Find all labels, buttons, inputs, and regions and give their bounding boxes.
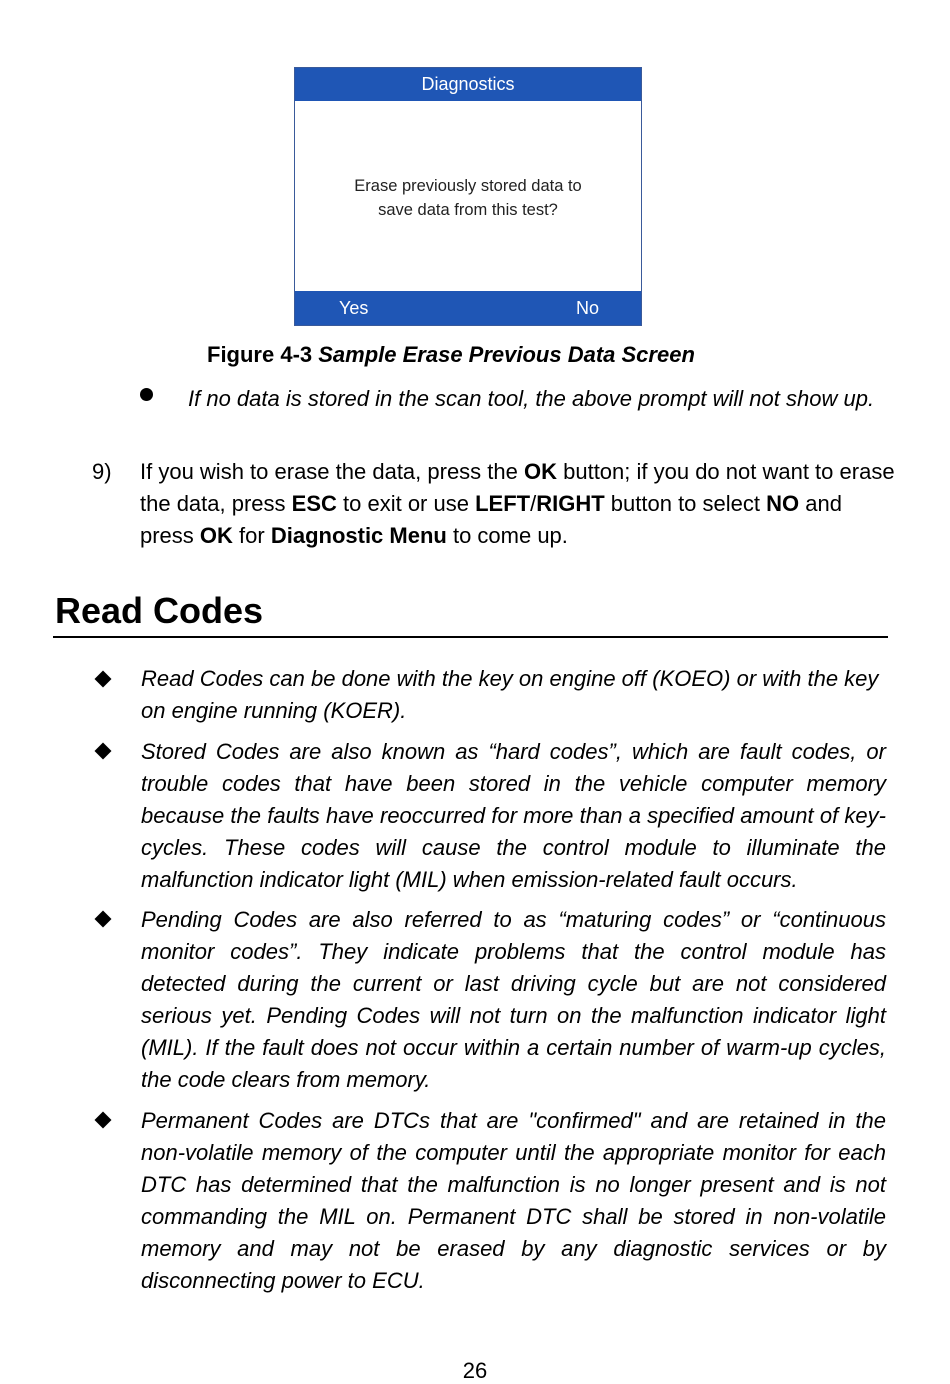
screen-title: Diagnostics	[295, 68, 641, 101]
bullet-permanent-codes: Permanent Codes are DTCs that are "confirmed" and are retained in the non-volatile memory of the computer until the appropriate monitor for each DTC has determined that the malfunction is no longer present and is not commanding the MIL on. Permanent DTC shall be stored in non-volatile memory and may not be erased by any diagnostic services or by disconnecting power to ECU.	[141, 1108, 886, 1293]
section-heading: Read Codes	[55, 590, 264, 631]
no-option: No	[575, 298, 599, 318]
sample-screen	[294, 67, 642, 326]
no-keyword: NO	[766, 491, 800, 516]
screen-message	[295, 174, 641, 222]
step-text	[140, 456, 900, 552]
bullet-read-codes: Read Codes can be done with the key on engine off (KOEO) or with the key on engine running (KOER).	[141, 666, 879, 723]
bullet-stored-codes: Stored Codes are also known as “hard codes”, which are fault codes, or trouble codes that have been stored in the vehicle computer memory because the faults have reoccurred for more than a specified amount of key-cycles. These codes will cause the control module to illuminate the malfunction indicator light (MIL) when emission-related fault occurs.	[141, 739, 886, 892]
caption-title: Sample Erase Previous Data Screen	[318, 342, 695, 367]
diamond-bullet-icon	[95, 671, 112, 688]
step-text-part: button; if you do not want to erase the data, press	[140, 459, 895, 516]
ok-keyword: OK	[199, 523, 233, 548]
step-text-part: for	[232, 523, 271, 548]
caption-number: Figure 4-3	[207, 342, 319, 367]
step-text-part: If you wish to erase the data, press the	[140, 459, 524, 484]
bullet-pending-codes: Pending Codes are also referred to as “maturing codes” or “continuous monitor codes”. They indicate problems that the control module has detected during the current or last driving cycle but are not considered serious yet. Pending Codes will not turn on the malfunction indicator light (MIL). If the fault does not occur within a certain number of warm-up cycles, the code clears from memory.	[141, 907, 886, 1092]
heading-rule	[53, 636, 888, 638]
figure-caption	[207, 342, 695, 368]
yes-option: Yes	[339, 298, 369, 318]
diagnostic-menu-keyword: Diagnostic Menu	[270, 523, 447, 548]
left-keyword: LEFT	[475, 491, 531, 516]
step-text-part: button to select	[604, 491, 767, 516]
screen-message-line-2: save data from this test?	[378, 201, 558, 219]
diamond-bullet-icon	[95, 743, 112, 760]
screen-button-bar	[295, 291, 641, 325]
bullet-dot-icon	[140, 388, 153, 401]
page-number: 26	[462, 1358, 488, 1383]
step-text-part: /	[530, 491, 537, 516]
right-keyword: RIGHT	[536, 491, 605, 516]
diamond-bullet-icon	[95, 1112, 112, 1129]
ok-keyword: OK	[524, 459, 557, 484]
step-text-part: to exit or use	[336, 491, 476, 516]
note-text: If no data is stored in the scan tool, the above prompt will not show up.	[188, 386, 875, 411]
diamond-bullet-icon	[95, 911, 112, 928]
step-number: 9)	[92, 459, 112, 484]
screen-message-line-1: Erase previously stored data to	[354, 177, 582, 195]
step-text-part: to come up.	[446, 523, 568, 548]
step-text-part: and press	[140, 491, 842, 548]
esc-keyword: ESC	[291, 491, 337, 516]
